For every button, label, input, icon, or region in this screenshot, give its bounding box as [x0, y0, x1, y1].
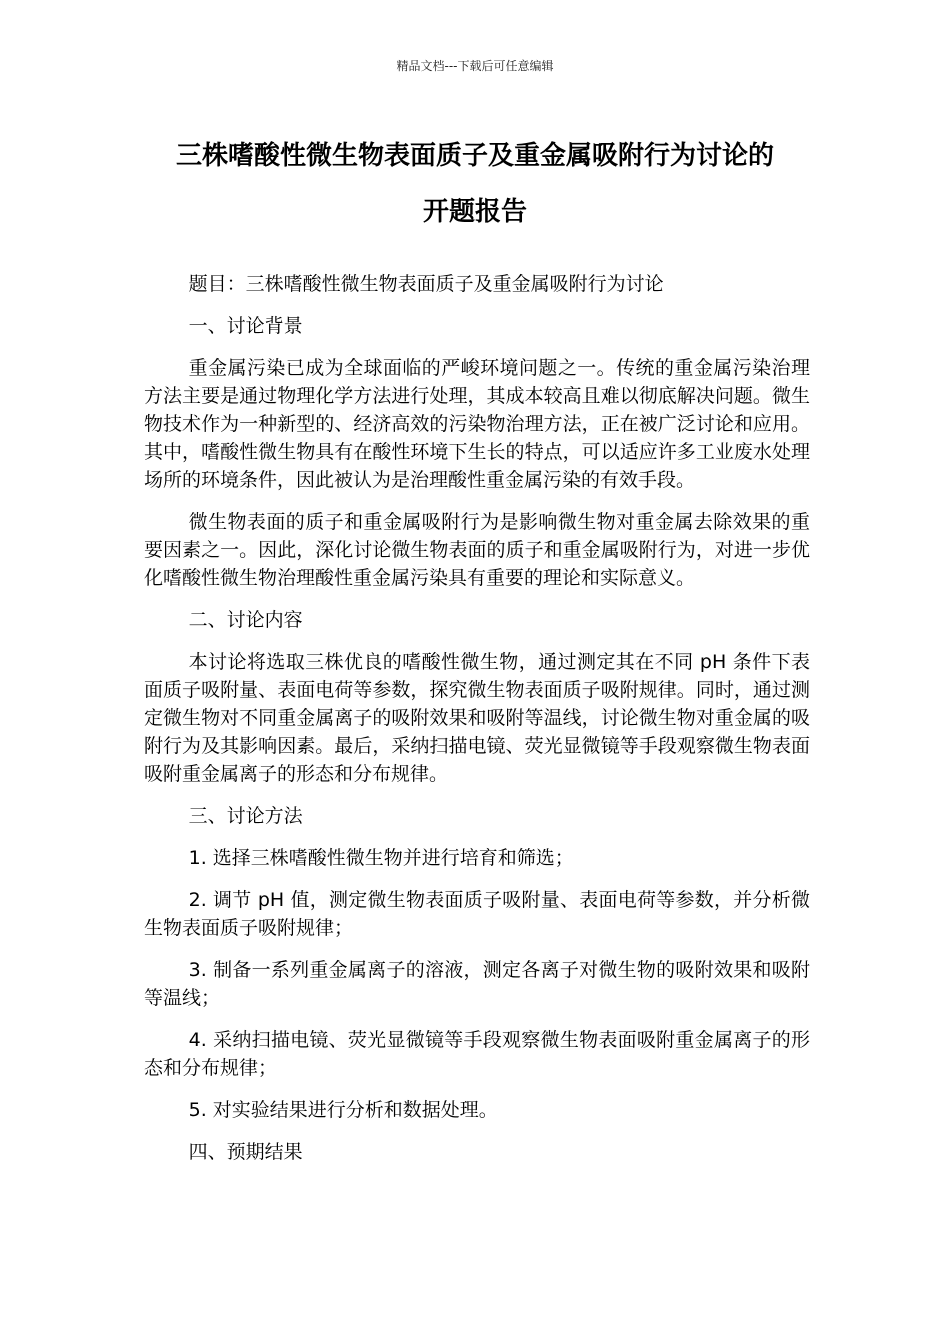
section-heading-expected-results: 四、预期结果	[188, 1141, 303, 1163]
background-paragraph-1: 重金属污染已成为全球面临的严峻环境问题之一。传统的重金属污染治理方法主要是通过物理化学方法进行处理，其成本较高且难以彻底解决问题。微生物技术作为一种新型的、经济高效的污染物治理方法，正在被广泛讨论和应用。其中，嗜酸性微生物具有在酸性环境下生长的特点，可以适应许多工业废水处理场所的环境条件，因此被认为是治理酸性重金属污染的有效手段。	[144, 357, 810, 491]
document-title	[140, 128, 810, 240]
title-line-1: 三株嗜酸性微生物表面质子及重金属吸附行为讨论的	[175, 141, 774, 171]
document-body	[144, 270, 810, 1180]
content-paragraph: 本讨论将选取三株优良的嗜酸性微生物，通过测定其在不同 pH 条件下表面质子吸附量、表面电荷等参数，探究微生物表面质子吸附规律。同时，通过测定微生物对不同重金属离子的吸附效果和吸附等温线，讨论微生物对重金属的吸附行为及其影响因素。最后，采纳扫描电镜、荧光显微镜等手段观察微生物表面吸附重金属离子的形态和分布规律。	[144, 651, 810, 785]
background-paragraph-2: 微生物表面的质子和重金属吸附行为是影响微生物对重金属去除效果的重要因素之一。因此，深化讨论微生物表面的质子和重金属吸附行为，对进一步优化嗜酸性微生物治理酸性重金属污染具有重要的理论和实际意义。	[144, 511, 810, 589]
method-item-1: 1. 选择三株嗜酸性微生物并进行培育和筛选；	[188, 847, 574, 869]
section-heading-background: 一、讨论背景	[188, 315, 303, 337]
section-heading-content: 二、讨论内容	[188, 609, 303, 631]
method-item-2: 2. 调节 pH 值，测定微生物表面质子吸附量、表面电荷等参数，并分析微生物表面质子吸附规律；	[144, 889, 810, 939]
title-line-2: 开题报告	[422, 197, 527, 227]
section-heading-methods: 三、讨论方法	[188, 805, 303, 827]
method-item-4: 4. 采纳扫描电镜、荧光显微镜等手段观察微生物表面吸附重金属离子的形态和分布规律；	[144, 1029, 810, 1079]
method-item-3: 3. 制备一系列重金属离子的溶液，测定各离子对微生物的吸附效果和吸附等温线；	[144, 959, 810, 1009]
topic-line: 题目：三株嗜酸性微生物表面质子及重金属吸附行为讨论	[188, 273, 664, 295]
page-header-watermark: 精品文档---下载后可任意编辑	[396, 59, 554, 73]
method-item-5: 5. 对实验结果进行分析和数据处理。	[188, 1099, 498, 1121]
